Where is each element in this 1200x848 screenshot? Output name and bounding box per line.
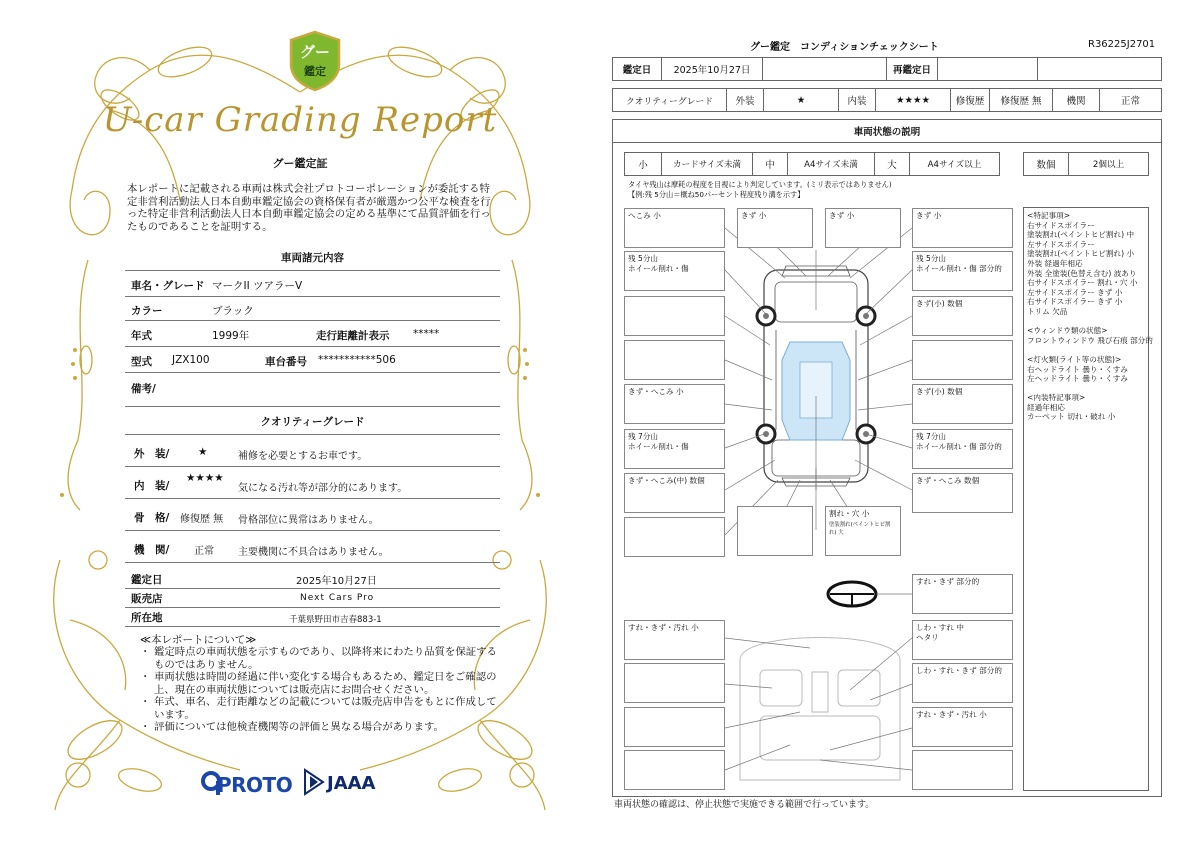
damage-box	[737, 506, 813, 556]
spec-section-title: 車両諸元内容	[281, 252, 344, 264]
notes-label: 備考/	[131, 383, 156, 395]
year-label: 年式	[131, 330, 152, 342]
legend-medium: 中	[752, 152, 788, 176]
date-value: 2025年10月27日	[661, 57, 763, 81]
damage-box	[624, 340, 725, 380]
badge-bottom-text: 鑑定	[304, 65, 326, 78]
remark-line: トリム 欠品	[1027, 306, 1068, 316]
interior-box: しわ・すれ・きず 部分的	[912, 663, 1013, 703]
remark-line: 左ヘッドライト 曇り・くすみ	[1027, 374, 1128, 384]
damage-box: きず(小) 数個	[912, 384, 1013, 424]
divider	[125, 296, 500, 297]
int-label: 内装	[838, 88, 876, 112]
damage-box: きず 小	[912, 208, 1013, 248]
engine-label: 機関	[1052, 88, 1100, 112]
remark-line: 塗装割れ(ペイントヒビ割れ) 小	[1027, 249, 1135, 259]
engine-label: 機 関/	[134, 544, 170, 556]
legend-small: 小	[624, 152, 662, 176]
dealer-value: Next Cars Pro	[300, 593, 375, 603]
remark-line: <内装特記事項>	[1027, 393, 1086, 403]
interior-box: すれ・きず・汚れ 小	[912, 707, 1013, 747]
tire-depth: 残 5分山	[628, 254, 659, 263]
remark-line: 右サイドスポイラー 割れ・穴 小	[1027, 278, 1138, 288]
name-value: マークII ツアラーV	[212, 280, 303, 292]
damage-box: きず・へこみ 数個	[912, 473, 1013, 513]
divider	[125, 270, 500, 271]
interior-box	[624, 750, 725, 790]
address-value: 千葉県野田市吉春883-1	[289, 615, 382, 625]
ext-value: ★	[763, 88, 839, 112]
frame-rating: 修復歴 無	[180, 514, 224, 525]
state-title: 車両状態の説明	[612, 119, 1162, 143]
remark-line	[1027, 345, 1145, 355]
name-label: 車名・グレード	[131, 280, 205, 292]
interior-rating: ★★★★	[186, 472, 224, 484]
remark-line: 外装 経過年相応	[1027, 258, 1083, 268]
sheet-title: グー鑑定 コンディションチェックシート	[750, 42, 939, 53]
interior-box	[624, 707, 725, 747]
damage-box: きず 小	[825, 208, 901, 248]
remark-line: 外装 全塗装(色替え含む) 波あり	[1027, 268, 1137, 278]
damage-box: きず(小) 数個	[912, 296, 1013, 336]
interior-box	[912, 750, 1013, 790]
proto-logo: PROTO	[217, 773, 293, 797]
int-value: ★★★★	[875, 88, 951, 112]
remarks-panel	[1023, 207, 1153, 791]
remark-line: カーペット 切れ・破れ 小	[1027, 412, 1116, 422]
divider	[125, 372, 500, 373]
date-value: 2025年10月27日	[296, 576, 377, 587]
interior-box	[912, 620, 1013, 660]
remark-line: 右サイドスポイラー	[1027, 220, 1095, 230]
jaaa-logo: JAAA	[327, 773, 376, 794]
tire-box-rear-left	[624, 429, 725, 469]
divider	[125, 562, 500, 563]
wheel-damage: ホイール削れ・傷 部分的	[916, 264, 1002, 273]
jaaa-logo-icon	[303, 768, 325, 796]
engine-desc: 主要機関に不具合はありません。	[238, 547, 389, 558]
sheet-code: R36225J2701	[1088, 39, 1156, 50]
divider	[125, 607, 500, 608]
damage-box-rear	[825, 506, 901, 556]
remark-line: 右ヘッドライト 曇り・くすみ	[1027, 364, 1128, 374]
remark-line: 経過年相応	[1027, 402, 1065, 412]
damage-text: 塗装割れ(ペイントヒビ割れ) 大	[829, 522, 891, 536]
divider	[125, 346, 500, 347]
interior-desc: 気になる汚れ等が部分的にあります。	[238, 483, 408, 494]
engine-value: 正常	[1099, 88, 1162, 112]
badge-top-text: グー	[299, 43, 331, 61]
damage-box: きず・へこみ(中) 数個	[624, 473, 725, 513]
mileage-label: 走行距離計表示	[316, 330, 390, 342]
quality-section-title: クオリティーグレード	[260, 416, 365, 428]
damage-box: へこみ 小	[624, 208, 725, 248]
note-item: ・ 年式、車名、走行距離などの記載については販売店申告をもとに作成しています。	[142, 696, 497, 721]
remark-line	[1027, 384, 1145, 394]
divider	[125, 626, 500, 627]
tire-note-line: 【例:残 5分山＝概ね50パーセント程度残り溝を示す】	[628, 189, 805, 199]
interior-label: 内 装/	[134, 480, 170, 492]
remark-line: <特記事項>	[1027, 211, 1071, 220]
tire-depth: 残 5分山	[916, 254, 947, 263]
frame-desc: 骨格部位に異常はありません。	[238, 515, 379, 526]
remark-line: 塗装割れ(ペイントヒビ割れ) 中	[1027, 230, 1135, 240]
legend-large: 大	[874, 152, 910, 176]
divider	[125, 530, 500, 531]
color-value: ブラック	[212, 305, 254, 317]
remark-line: <灯火類(ライト等の状態)>	[1027, 354, 1122, 364]
dealer-label: 販売店	[131, 593, 163, 605]
damage-box	[624, 517, 725, 557]
model-label: 型式	[131, 356, 152, 368]
mileage-value: *****	[413, 328, 440, 340]
interior-box	[624, 663, 725, 703]
interior-text: しわ・すれ 中	[916, 623, 964, 632]
remark-line: 左サイドスポイラー きず 小	[1027, 287, 1123, 297]
date-label: 鑑定日	[612, 57, 662, 81]
ext-label: 外装	[726, 88, 764, 112]
wheel-damage: ホイール削れ・傷	[628, 264, 689, 273]
remark-line: <ウィンドウ類の状態>	[1027, 326, 1108, 336]
year-value: 1999年	[212, 330, 250, 342]
goo-kantei-badge	[287, 30, 343, 92]
certificate-title: グー鑑定証	[272, 157, 328, 170]
chassis-value: ***********506	[318, 354, 396, 366]
engine-rating: 正常	[194, 546, 214, 557]
certificate-text: 本レポートに記載される車両は株式会社プロトコーポレーションが委託する特定非営利活動法人日本自動車鑑定協会の資格保有者が厳選かつ公平な検査を行った特定非営利活動法人日本自動車鑑定協会の定める基準にて品質評価を行ったものであることを証明する。	[127, 183, 491, 233]
date-label: 鑑定日	[131, 574, 163, 586]
tire-box-front-right	[912, 251, 1013, 291]
legend-count-desc: 2個以上	[1068, 152, 1149, 176]
color-label: カラー	[131, 305, 163, 317]
divider	[125, 498, 500, 499]
divider	[125, 588, 500, 589]
remark-line: 右サイドスポイラー きず 小	[1027, 297, 1123, 307]
tire-depth: 残 7分山	[916, 432, 947, 441]
legend-large-desc: A4サイズ以上	[909, 152, 1000, 176]
about-report-title: ≪本レポートについて≫	[140, 634, 257, 646]
divider	[125, 406, 500, 407]
damage-box	[624, 296, 725, 336]
legend-count: 数個	[1023, 152, 1069, 176]
note-item: ・ 評価については他検査機関等の評価と異なる場合があります。	[142, 721, 497, 734]
tire-depth: 残 7分山	[628, 432, 659, 441]
tire-note-line: タイヤ残山は摩耗の程度を目視により判定しています。(ミリ表示ではありません)	[628, 180, 892, 189]
redate-label: 再鑑定日	[886, 57, 938, 81]
divider	[125, 466, 500, 467]
damage-text: 割れ・穴 小	[829, 509, 870, 518]
remark-line	[1027, 317, 1145, 327]
legend-medium-desc: A4サイズ未満	[787, 152, 875, 176]
note-item: ・ 車両状態は時間の経過に伴い変化する場合もあるため、鑑定日をご確認の上、現在の車両状態については販売店にお問合せください。	[142, 671, 497, 696]
divider	[125, 434, 500, 435]
condition-check-sheet	[600, 0, 1200, 848]
report-notes	[142, 646, 497, 734]
remark-line: 左サイドスポイラー	[1027, 239, 1095, 249]
wheel-damage: ホイール削れ・傷 部分的	[916, 442, 1002, 451]
interior-text: ヘタリ	[916, 633, 939, 642]
remark-line: フロントウィンドウ 飛び石痕 部分的	[1027, 335, 1153, 345]
exterior-label: 外 装/	[134, 448, 170, 460]
damage-box: きず 小	[737, 208, 813, 248]
damage-box	[912, 340, 1013, 380]
qg-label: クオリティーグレード	[612, 88, 727, 112]
wheel-damage: ホイール削れ・傷	[628, 442, 689, 451]
exterior-rating: ★	[198, 446, 208, 458]
model-value: JZX100	[172, 354, 210, 366]
chassis-label: 車台番号	[265, 356, 307, 368]
tire-box-front-left	[624, 251, 725, 291]
sheet-footer: 車両状態の確認は、停止状態で実施できる範囲で行っています。	[614, 800, 875, 810]
repair-label: 修復歴	[950, 88, 990, 112]
damage-box: きず・へこみ 小	[624, 384, 725, 424]
frame-label: 骨 格/	[134, 512, 170, 524]
repair-value: 修復歴 無	[989, 88, 1053, 112]
script-title: U-car Grading Report	[102, 100, 498, 140]
exterior-desc: 補修を必要とするお車です。	[238, 451, 368, 462]
divider	[125, 320, 500, 321]
legend-small-desc: カードサイズ未満	[661, 152, 753, 176]
interior-box: すれ・きず・汚れ 小	[624, 620, 725, 660]
tire-box-rear-right	[912, 429, 1013, 469]
note-item: ・ 鑑定時点の車両状態を示すものであり、以降将来にわたり品質を保証するものではありません。	[142, 646, 497, 671]
address-label: 所在地	[131, 612, 163, 624]
steering-box: すれ・きず 部分的	[912, 574, 1013, 614]
